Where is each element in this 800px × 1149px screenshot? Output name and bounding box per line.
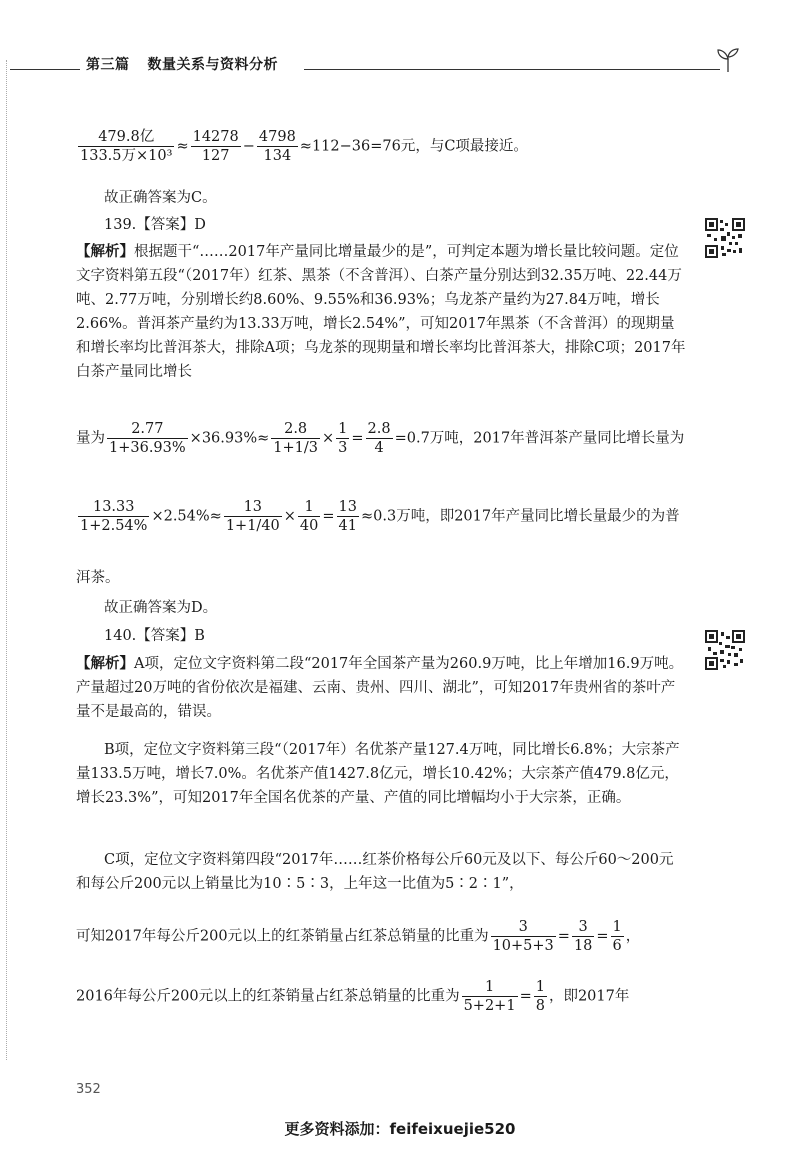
analysis-label: 【解析】 bbox=[76, 244, 134, 260]
fraction: $\frac{1}{5+2+1}$ bbox=[463, 979, 516, 1014]
q139-analysis bbox=[76, 240, 686, 384]
answer-conclusion-138: 故正确答案为C。 bbox=[104, 190, 217, 206]
fraction: $\frac{13.33}{1+2.54\%}$ bbox=[80, 499, 148, 534]
header-title bbox=[80, 54, 304, 74]
fraction: $\frac{13}{1+1/40}$ bbox=[225, 499, 280, 534]
fraction: $\frac{1}{40}$ bbox=[299, 499, 319, 534]
q140-title: 140.【答案】B bbox=[104, 628, 205, 644]
footer-note: 更多资料添加：feifeixuejie520 bbox=[284, 1120, 516, 1138]
page-header bbox=[10, 50, 760, 78]
header-section-title: 数量关系与资料分析 bbox=[147, 57, 278, 73]
header-part: 第三篇 bbox=[86, 57, 130, 73]
q140-paragraph-a: A项，定位文字资料第二段“2017年全国茶产量为260.9万吨，比上年增加16.9万吨。产量超过20万吨的省份依次是福建、云南、贵州、四川、湖北”，可知2017年贵州省的茶叶产量不是最高的，错误。 bbox=[76, 656, 684, 720]
q140-calc-2017-share: 可知2017年每公斤200元以上的红茶销量占红茶总销量的比重为 $\frac{3}{10+5+3}$ = $\frac{3}{18}$ = $\frac{1}{6}$ ， bbox=[76, 919, 641, 954]
fraction: $\frac{14278}{127}$ bbox=[192, 129, 239, 164]
fraction: $\frac{13}{41}$ bbox=[338, 499, 357, 534]
fraction: $\frac{3}{10+5+3}$ bbox=[492, 919, 554, 954]
fraction: $\frac{2.77}{1+36.93\%}$ bbox=[109, 421, 186, 456]
analysis-label: 【解析】 bbox=[76, 656, 134, 672]
fraction: $\frac{1}{8}$ bbox=[535, 979, 545, 1014]
calc-line-top: $\frac{\text{479.8亿}}{\text{133.5万×10³}}$ ≈ $\frac{14278}{127}$ − $\frac{4798}{134}$ ≈112−36=76元，与C项最接近。 bbox=[80, 129, 528, 164]
qr-code-icon bbox=[705, 630, 745, 670]
q139-conclusion: 故正确答案为D。 bbox=[104, 600, 218, 616]
fraction: $\frac{4798}{134}$ bbox=[258, 129, 296, 164]
q139-calc-white-tea: 量为 $\frac{2.77}{1+36.93\%}$ ×36.93%≈ $\frac{2.8}{1+1/3}$ × $\frac{1}{3}$ = $\frac{2.8}{4}$ =0.7万吨，2017年普洱茶产量同比增长量为 bbox=[76, 421, 685, 456]
fraction: $\frac{3}{18}$ bbox=[573, 919, 593, 954]
qr-code-icon bbox=[705, 218, 745, 258]
fraction: $\frac{2.8}{4}$ bbox=[367, 421, 391, 456]
q139-calc-puer-tea: $\frac{13.33}{1+2.54\%}$ ×2.54%≈ $\frac{13}{1+1/40}$ × $\frac{1}{40}$ = $\frac{13}{41}$ ≈0.3万吨，即2017年产量同比增长量最少的为普 bbox=[80, 499, 680, 534]
sprout-icon bbox=[714, 46, 742, 74]
q140-calc-2016-share: 2016年每公斤200元以上的红茶销量占红茶总销量的比重为 $\frac{1}{5+2+1}$ = $\frac{1}{8}$ ，即2017年 bbox=[76, 979, 630, 1014]
q139-paragraph: 根据题干“……2017年产量同比增量最少的是”，可判定本题为增长量比较问题。定位文字资料第五段“（2017年）红茶、黑茶（不含普洱）、白茶产量分别达到32.35万吨、22.44万吨、2.77万吨，分别增长约8.60%、9.55%和36.93%；乌龙茶产量约为27.84万吨，增长2.66%。普洱茶产量约为13.33万吨，增长2.54%”，可知2017年黑茶（不含普洱）的现期量和增长率均比普洱茶大，排除A项；乌龙茶的现期量和增长率均比普洱茶大，排除C项；2017年白茶产量同比增长 bbox=[76, 244, 686, 380]
fraction: $\frac{\text{479.8亿}}{\text{133.5万×10³}}$ bbox=[80, 129, 173, 164]
q139-tail: 洱茶。 bbox=[76, 570, 120, 586]
page-number: 352 bbox=[76, 1082, 101, 1097]
binding-dotted-line bbox=[6, 60, 7, 1060]
q140-paragraph-b: B项，定位文字资料第三段“（2017年）名优茶产量127.4万吨，同比增长6.8%；大宗茶产量133.5万吨，增长7.0%。名优茶产值1427.8亿元，增长10.42%；大宗茶产值479.8亿元，增长23.3%”，可知2017年全国名优茶的产量、产值的同比增幅均小于大宗茶，正确。 bbox=[76, 742, 680, 806]
fraction: $\frac{1}{3}$ bbox=[338, 421, 348, 456]
q139-title: 139.【答案】D bbox=[104, 217, 206, 233]
q140-analysis-a bbox=[76, 652, 686, 724]
q140-paragraph-c: C项，定位文字资料第四段“2017年……红茶价格每公斤60元及以下、每公斤60～200元和每公斤200元以上销量比为10∶5∶3，上年这一比值为5∶2∶1”， bbox=[76, 852, 674, 892]
fraction: $\frac{2.8}{1+1/3}$ bbox=[273, 421, 318, 456]
fraction: $\frac{1}{6}$ bbox=[612, 919, 622, 954]
